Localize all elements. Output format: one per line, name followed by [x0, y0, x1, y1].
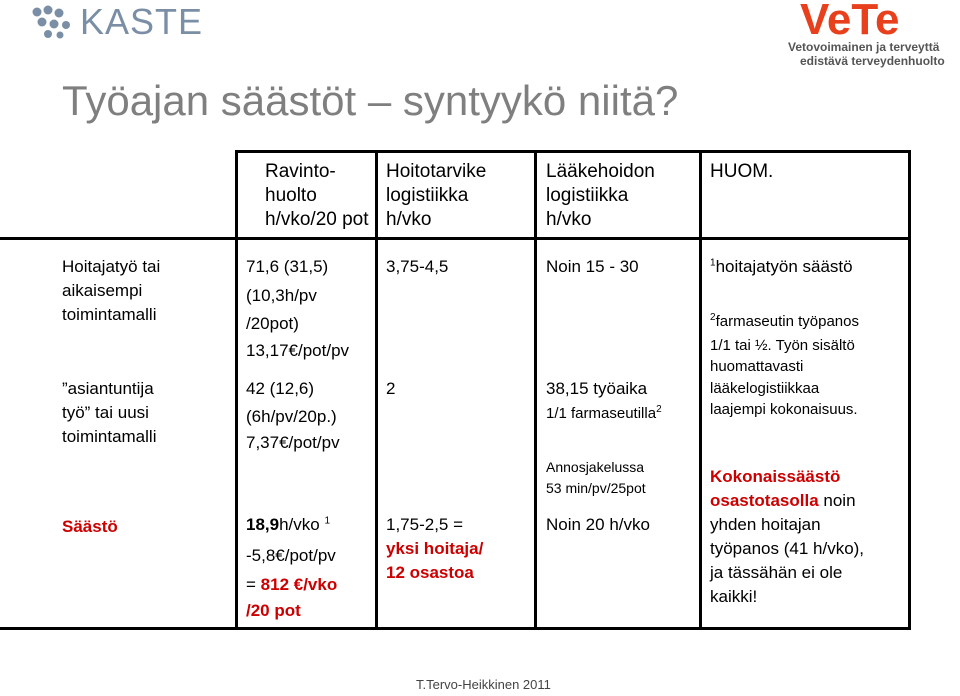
r3c1-line2: -5,8€/pot/pv	[246, 546, 336, 565]
r2c3-annosjakelussa-1: Annosjakelussa	[546, 459, 645, 475]
r2c4-line2: 1/1 tai ½. Työn sisältö	[710, 337, 855, 354]
r3c1-equals: =	[246, 575, 261, 594]
header-hoitotarvike-2: logistiikka	[386, 185, 469, 206]
r2c1-line1: 42 (12,6)	[246, 379, 315, 398]
vete-logo-text: VeTe	[800, 0, 900, 44]
r3c1-red-value: 812 €/vko	[260, 575, 338, 594]
r1c4-sup: 1	[710, 257, 716, 269]
r1c1-line4: 13,17€/pot/pv	[246, 341, 350, 360]
r3c1-bold-value: 18,9	[246, 515, 280, 534]
row-label-asiantuntija-3: toimintamalli	[62, 427, 157, 446]
r3c1-sup: 1	[324, 515, 331, 527]
r3c4-line6: kaikki!	[710, 587, 758, 606]
r3c1-line1	[246, 514, 330, 535]
r3c4-line2	[710, 490, 856, 511]
header-ravintohuolto-1: Ravinto-	[265, 161, 336, 182]
r3c1-line3	[246, 574, 337, 595]
r3c4-line1: Kokonaissäästö	[710, 467, 841, 486]
r2c4-line1-text: farmaseutin työpanos	[715, 313, 859, 330]
header-huom: HUOM.	[710, 161, 774, 182]
r3c4-line3: yhden hoitajan	[710, 515, 821, 534]
page-title: Työajan säästöt – syntyykö niitä?	[62, 77, 679, 124]
header-ravintohuolto-2: huolto	[265, 185, 317, 206]
kaste-logo	[30, 1, 230, 44]
table-bottom-border	[0, 627, 911, 630]
row-label-hoitajatyo-1: Hoitajatyö tai	[62, 257, 161, 276]
header-hoitotarvike-3: h/vko	[386, 209, 432, 230]
kaste-logo-icon	[30, 4, 76, 42]
header-ravintohuolto-3: h/vko/20 pot	[265, 209, 369, 230]
r1c3-value: Noin 15 - 30	[546, 257, 639, 276]
r2c3-tyoaika: 38,15 työaika	[546, 379, 648, 398]
r1c1-line1: 71,6 (31,5)	[246, 257, 329, 276]
column-divider-1	[235, 150, 238, 630]
r2c3-annosjakelussa-2: 53 min/pv/25pot	[546, 480, 646, 496]
row-label-hoitajatyo-2: aikaisempi	[62, 281, 143, 300]
kaste-logo-text: KASTE	[80, 1, 204, 42]
r3c2-line2: yksi hoitaja/	[386, 539, 484, 558]
footer-author: T.Tervo-Heikkinen 2011	[416, 677, 551, 692]
header-laakehoidon-1: Lääkehoidon	[546, 161, 655, 182]
r3c1-line4: /20 pot	[246, 601, 301, 620]
r3c4-noin: noin	[818, 491, 856, 510]
r1c1-line2: (10,3h/pv	[246, 286, 317, 305]
r3c2-line3: 12 osastoa	[386, 563, 474, 582]
r2c3-farmaseutilla-text: 1/1 farmaseutilla	[546, 405, 657, 422]
r2c3-sup: 2	[656, 404, 662, 415]
r2c1-line2: (6h/pv/20p.)	[246, 407, 337, 426]
r2c4-line4: lääkelogistiikkaa	[710, 380, 820, 397]
vete-tagline-2: edistävä terveydenhuolto	[800, 54, 945, 68]
r2c2-value: 2	[386, 379, 396, 398]
r2c4-line5: laajempi kokonaisuus.	[710, 401, 858, 418]
header-laakehoidon-2: logistiikka	[546, 185, 629, 206]
r3c4-osastotasolla: osastotasolla	[710, 491, 819, 510]
header-bottom-border	[0, 237, 911, 240]
column-divider-2	[375, 150, 378, 630]
r1c1-line3: /20pot)	[246, 314, 299, 333]
r2c1-line3: 7,37€/pot/pv	[246, 433, 340, 452]
column-divider-5	[908, 150, 911, 630]
r1c4-text: hoitajatyön säästö	[715, 257, 853, 276]
r3c3-value: Noin 20 h/vko	[546, 515, 650, 534]
row-label-asiantuntija-1: ”asiantuntija	[62, 379, 154, 398]
row-label-saasto: Säästö	[62, 517, 118, 536]
column-divider-3	[534, 150, 537, 630]
header-hoitotarvike-1: Hoitotarvike	[386, 161, 487, 182]
r3c2-line1: 1,75-2,5 =	[386, 515, 464, 534]
column-divider-4	[699, 150, 702, 630]
vete-tagline-1: Vetovoimainen ja terveyttä	[788, 40, 940, 54]
r2c4-sup: 2	[710, 312, 716, 323]
r2c3-farmaseutilla	[546, 404, 662, 423]
r2c4-line1	[710, 312, 859, 331]
r3c1-unit: h/vko	[279, 515, 320, 534]
header-laakehoidon-3: h/vko	[546, 209, 592, 230]
r1c2-value: 3,75-4,5	[386, 257, 449, 276]
r3c4-line5: ja tässähän ei ole	[710, 563, 843, 582]
table-top-border	[235, 150, 911, 153]
r1c4-note	[710, 256, 853, 277]
row-label-asiantuntija-2: työ” tai uusi	[62, 403, 149, 422]
row-label-hoitajatyo-3: toimintamalli	[62, 305, 157, 324]
r2c4-line3: huomattavasti	[710, 358, 804, 375]
r3c4-line4: työpanos (41 h/vko),	[710, 539, 865, 558]
